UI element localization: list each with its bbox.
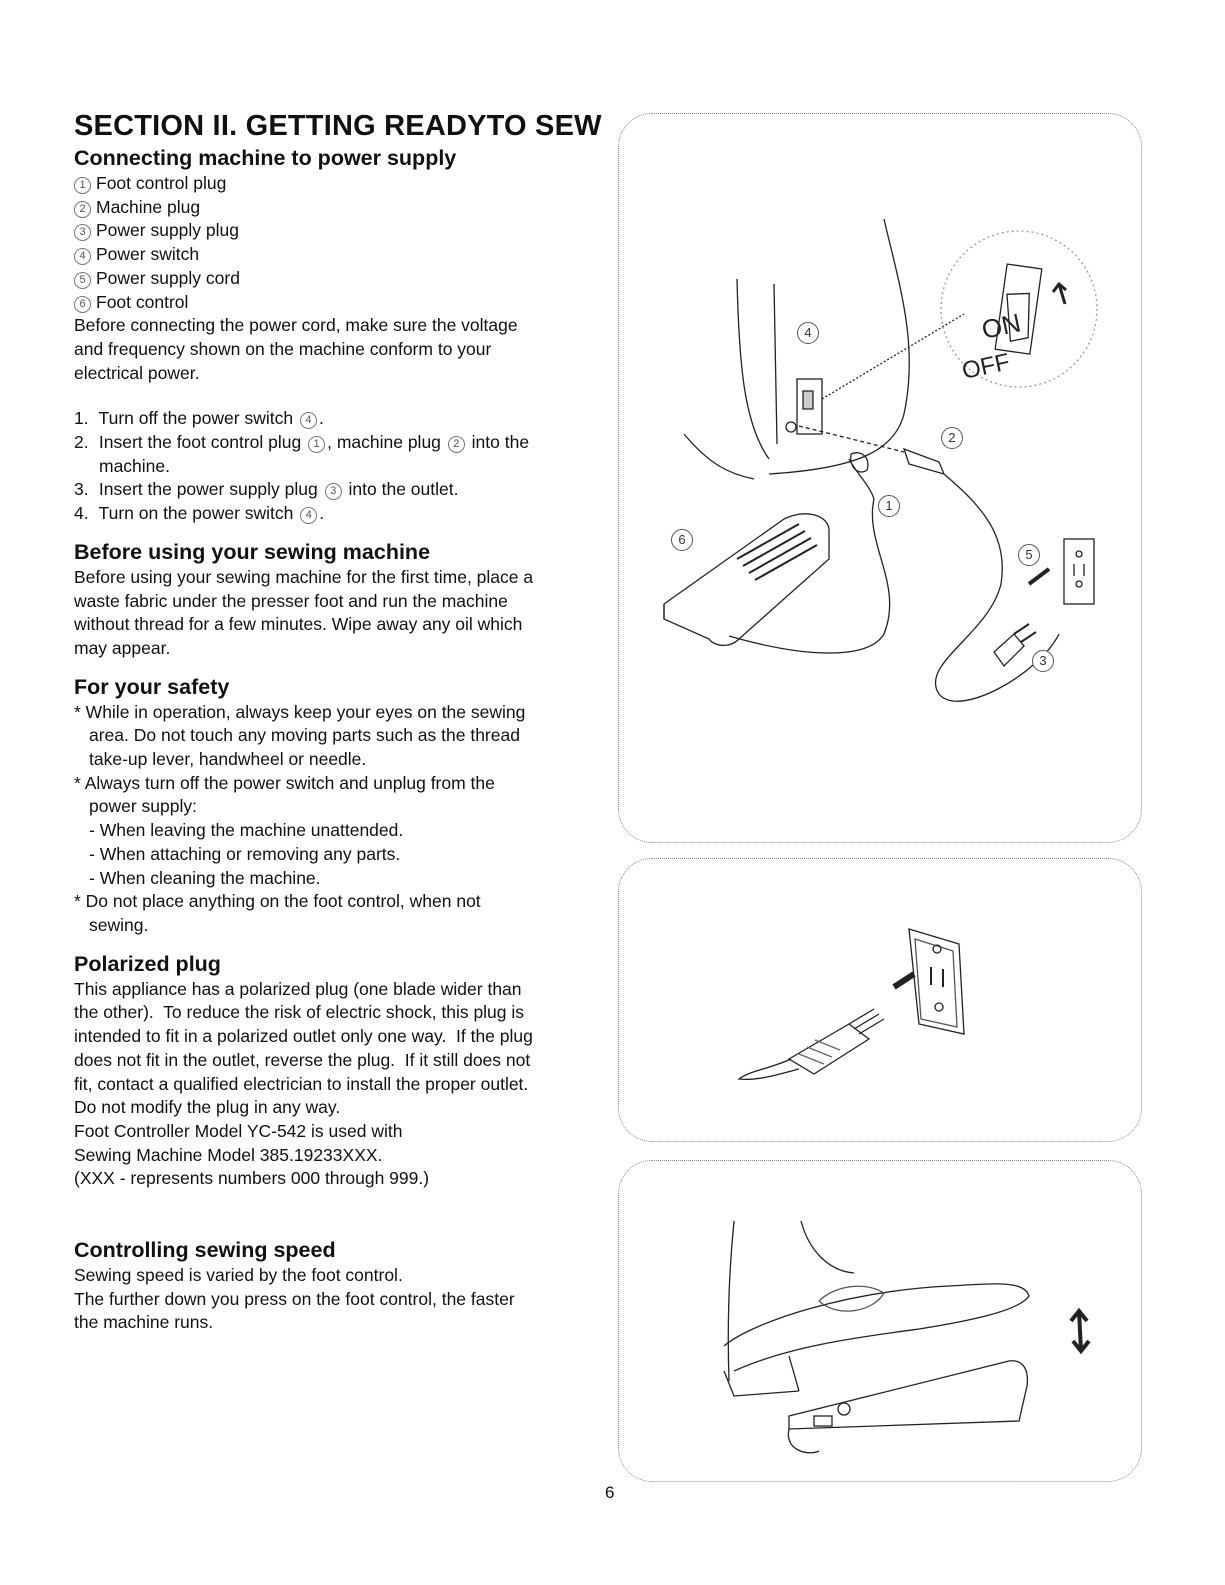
callout-6: 6 (671, 529, 693, 551)
heading-speed: Controlling sewing speed (74, 1238, 336, 1263)
callout-2: 2 (941, 427, 963, 449)
figure-foot-control-speed (618, 1160, 1142, 1482)
switch-off-label: OFF (959, 348, 1013, 385)
power-connection-illustration (619, 114, 1141, 842)
speed-text: Sewing speed is varied by the foot control. The further down you press on the foot control, the faster the machine runs. (74, 1265, 515, 1333)
connecting-intro: Before connecting the power cord, make sure the voltage and frequency shown on the machine conform to your electrical power. (74, 315, 518, 383)
part-item: 5 Power supply cord (74, 267, 604, 291)
step-2: 2. Insert the foot control plug 1 , machine plug 2 into the (74, 432, 530, 453)
step-1: 1. Turn off the power switch 4 . (74, 408, 324, 429)
section-title: SECTION II. GETTING READYTO SEW (74, 110, 602, 142)
callout-number: 3 (74, 224, 91, 241)
callout-number: 1 (74, 177, 91, 194)
heading-connecting: Connecting machine to power supply (74, 146, 457, 170)
steps-list: 1. Turn off the power switch 4 . 2. Insert the foot control plug 1 , machine plug 2 into the machine. 3. Insert the power supply plug 3 into the outlet. 4. Turn on the power switch 4 . (74, 407, 604, 526)
part-item: 1 Foot control plug (74, 172, 604, 196)
switch-on-label: ON (979, 307, 1024, 345)
callout-number: 2 (74, 201, 91, 218)
foot-control-illustration (619, 1161, 1141, 1481)
callout-4: 4 (797, 322, 819, 344)
text-column (74, 108, 604, 1335)
parts-list (74, 172, 604, 314)
part-item: 2 Machine plug (74, 196, 604, 220)
heading-before-using: Before using your sewing machine (74, 539, 431, 564)
page-number: 6 (605, 1483, 615, 1502)
part-item: 4 Power switch (74, 243, 604, 267)
step-3: 3. Insert the power supply plug 3 into the outlet. (74, 479, 459, 500)
part-item: 6 Foot control (74, 291, 604, 315)
figure-power-connection (618, 113, 1142, 843)
polarized-plug-illustration (619, 859, 1141, 1141)
callout-1: 1 (878, 495, 900, 517)
callout-5: 5 (1018, 544, 1040, 566)
callout-3: 3 (1032, 650, 1054, 672)
step-4: 4. Turn on the power switch 4 . (74, 503, 325, 524)
callout-number: 6 (74, 296, 91, 313)
heading-polarized: Polarized plug (74, 951, 221, 976)
safety-text: * While in operation, always keep your eyes on the sewing area. Do not touch any moving parts such as the thread take-up lever, handwheel or needle. * Always turn off the power switch and unplug from the power supply: - When leaving the machine unattended. - When attaching or removing any parts. - When cleaning the machine. * Do not place anything on the foot control, when not sewing. (74, 701, 526, 935)
heading-safety: For your safety (74, 674, 230, 699)
polarized-text: This appliance has a polarized plug (one blade wider than the other). To reduce the risk of electric shock, this plug is intended to fit in a polarized outlet only one way. If the plug does not fit in the outlet, reverse the plug. If it still does not fit, contact a qualified electrician to install the proper outlet. Do not modify the plug in any way. Foot Controller Model YC-542 is used with Sewing Machine Model 385.19233XXX. (XXX - represents numbers 000 through 999.) (74, 978, 533, 1189)
part-item: 3 Power supply plug (74, 219, 604, 243)
callout-number: 4 (74, 248, 91, 265)
callout-number: 5 (74, 272, 91, 289)
before-using-text: Before using your sewing machine for the first time, place a waste fabric under the presser foot and run the machine without thread for a few minutes. Wipe away any oil which may appear. (74, 566, 534, 658)
figure-polarized-plug (618, 858, 1142, 1142)
